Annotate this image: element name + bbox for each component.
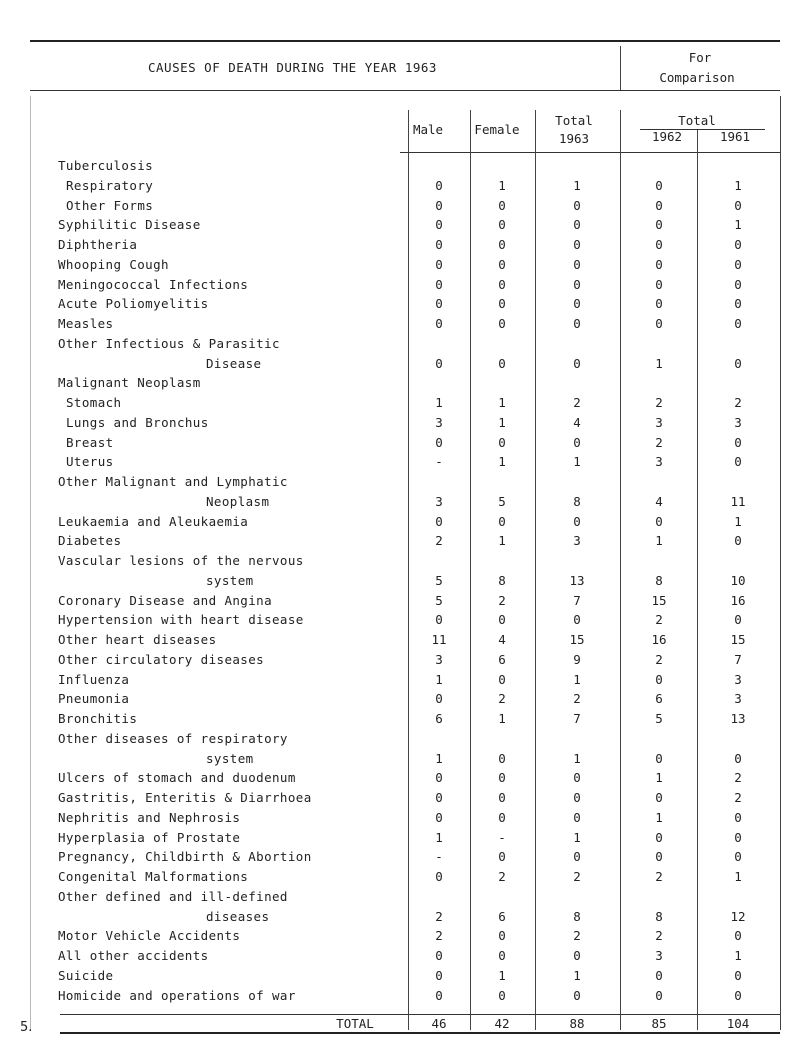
row-value: 0 [498, 316, 506, 331]
row-value: 0 [498, 809, 506, 825]
row-value: 2 [655, 395, 663, 410]
row-value: 2 [573, 395, 581, 410]
row-value: 1 [734, 217, 742, 233]
row-label: Congenital Malformations [58, 869, 249, 884]
row-value: 0 [498, 217, 506, 233]
row-value: 0 [435, 177, 443, 193]
row-label: Breast [66, 434, 114, 450]
row-value: 4 [573, 414, 581, 430]
row-value: 0 [498, 237, 506, 252]
col-rule-5 [697, 130, 698, 1030]
row-value: 1 [573, 750, 581, 766]
row-value: 1 [435, 829, 443, 845]
row-value: 0 [734, 612, 742, 628]
row-value: 0 [734, 197, 742, 213]
row-value: 16 [651, 632, 667, 647]
row-value: 0 [573, 355, 581, 371]
row-value: 0 [435, 513, 443, 529]
row-value: 2 [435, 533, 443, 549]
row-value: 0 [435, 197, 443, 213]
row-value: 1 [573, 829, 581, 845]
row-value: 0 [734, 355, 742, 371]
row-label: Other Malignant and Lymphatic [58, 474, 288, 489]
row-value: 0 [498, 296, 506, 312]
left-margin-rule [30, 96, 31, 1030]
row-value: 2 [573, 691, 581, 707]
row-value: 0 [655, 256, 663, 272]
row-value: 1 [498, 533, 506, 549]
row-value: 1 [734, 177, 742, 193]
row-value: 12 [730, 908, 746, 924]
row-label: Suicide [58, 967, 114, 983]
row-label: Homicide and operations of war [58, 987, 296, 1003]
row-value: 2 [498, 691, 506, 707]
row-value: 0 [734, 256, 742, 272]
row-value: 1 [498, 414, 506, 430]
row-value: 0 [655, 217, 663, 233]
row-value: 0 [435, 987, 443, 1003]
row-label: Other defined and ill-defined [58, 888, 288, 904]
row-label: Diabetes [58, 533, 122, 549]
row-value: - [498, 829, 506, 845]
row-value: 0 [498, 276, 506, 292]
row-value: 0 [734, 750, 742, 766]
row-value: 15 [569, 632, 585, 647]
row-value: 0 [498, 197, 506, 213]
row-label: Pneumonia [58, 691, 130, 707]
row-value: 2 [734, 395, 742, 410]
row-label: Leukaemia and Aleukaemia [58, 513, 249, 529]
row-label: Tuberculosis [58, 158, 154, 173]
row-value: 0 [655, 513, 663, 529]
row-value: 3 [655, 414, 663, 430]
col-rule-6 [780, 96, 781, 1030]
row-value: 0 [498, 434, 506, 450]
row-value: 0 [573, 197, 581, 213]
row-value: 0 [573, 276, 581, 292]
comparison-label-line1: For [688, 50, 712, 65]
row-value: 11 [730, 493, 746, 509]
row-value: 0 [435, 790, 443, 805]
row-value: 0 [435, 256, 443, 272]
row-label: Meningococcal Infections [58, 276, 249, 292]
row-value: 1 [498, 711, 506, 726]
row-label: Uterus [66, 454, 114, 470]
row-label: Acute Poliomyelitis [58, 296, 209, 312]
row-value: 0 [734, 296, 742, 312]
row-value: 0 [734, 316, 742, 331]
row-value: 0 [655, 671, 663, 687]
row-value: 0 [435, 869, 443, 884]
row-value: 3 [435, 651, 443, 667]
row-value: 2 [655, 612, 663, 628]
row-label: Coronary Disease and Angina [58, 592, 272, 608]
row-value: 0 [734, 276, 742, 292]
row-value: 0 [655, 750, 663, 766]
row-value: 16 [730, 592, 746, 608]
comparison-divider [620, 46, 621, 90]
row-value: 0 [435, 355, 443, 371]
row-value: 1 [734, 948, 742, 963]
row-value: 0 [734, 967, 742, 983]
row-value: 3 [734, 414, 742, 430]
row-value: 0 [435, 217, 443, 233]
row-value: 1 [655, 809, 663, 825]
row-value: 1 [573, 967, 581, 983]
row-value: 0 [498, 790, 506, 805]
row-value: 13 [730, 711, 746, 726]
row-value: - [435, 454, 443, 470]
row-value: 3 [435, 414, 443, 430]
row-value: 7 [573, 592, 581, 608]
col-female-header: Female [474, 122, 520, 137]
row-value: 2 [435, 908, 443, 924]
header-rule [400, 152, 780, 153]
row-value: 0 [435, 967, 443, 983]
row-value: 1 [498, 177, 506, 193]
row-value: 0 [498, 948, 506, 963]
row-label: Syphilitic Disease [58, 217, 201, 233]
row-value: 13 [569, 572, 585, 588]
total-value: 104 [726, 1016, 750, 1031]
row-value: 0 [655, 237, 663, 252]
row-label: Other heart diseases [58, 632, 217, 647]
row-value: 0 [498, 987, 506, 1003]
row-label: Stomach [66, 395, 122, 410]
row-label: Nephritis and Nephrosis [58, 809, 241, 825]
row-value: 1 [573, 177, 581, 193]
row-value: 2 [435, 928, 443, 944]
row-label: All other accidents [58, 948, 209, 963]
row-value: 0 [655, 197, 663, 213]
comparison-label-line2: Comparison [659, 70, 735, 85]
row-value: 0 [573, 809, 581, 825]
row-value: 0 [734, 237, 742, 252]
row-value: 4 [655, 493, 663, 509]
row-value: 3 [655, 454, 663, 470]
row-value: 0 [435, 434, 443, 450]
row-value: 0 [435, 809, 443, 825]
row-value: 0 [655, 276, 663, 292]
row-value: 0 [435, 296, 443, 312]
row-value: 0 [655, 316, 663, 331]
row-label: Whooping Cough [58, 256, 169, 272]
row-label: Other Infectious & Parasitic [58, 335, 280, 351]
row-label: Diphtheria [58, 237, 138, 252]
row-value: 0 [573, 296, 581, 312]
row-value: 15 [730, 632, 746, 647]
row-value: 0 [435, 770, 443, 786]
row-value: 8 [498, 572, 506, 588]
total-value: 42 [494, 1016, 510, 1031]
row-label: system [206, 572, 254, 588]
row-value: 4 [498, 632, 506, 647]
row-value: 0 [573, 948, 581, 963]
row-value: 0 [734, 434, 742, 450]
row-value: 0 [734, 533, 742, 549]
row-value: 0 [498, 849, 506, 865]
col-rule-1 [408, 110, 409, 1030]
row-value: 0 [734, 928, 742, 944]
row-value: 1 [498, 967, 506, 983]
row-label: Disease [206, 355, 262, 371]
row-value: 2 [734, 770, 742, 786]
row-value: 8 [573, 908, 581, 924]
col-rule-3 [535, 110, 536, 1030]
row-value: 6 [498, 651, 506, 667]
row-value: 5 [435, 572, 443, 588]
title-rule [30, 90, 780, 91]
row-value: 0 [573, 770, 581, 786]
row-value: 10 [730, 572, 746, 588]
col-male-header: Male [412, 122, 444, 137]
row-value: 0 [435, 612, 443, 628]
row-value: 3 [734, 671, 742, 687]
row-value: 2 [655, 869, 663, 884]
col-1962-header: 1962 [651, 129, 683, 144]
row-value: 0 [435, 276, 443, 292]
col-rule-2 [470, 110, 471, 1030]
row-value: 0 [498, 770, 506, 786]
row-value: 0 [734, 809, 742, 825]
col-1961-header: 1961 [719, 129, 751, 144]
row-value: 0 [655, 829, 663, 845]
row-value: 0 [498, 671, 506, 687]
row-label: Influenza [58, 671, 130, 687]
total-value: 85 [651, 1016, 667, 1031]
row-value: 0 [498, 256, 506, 272]
row-value: 7 [573, 711, 581, 726]
col-total-header: Total [678, 113, 716, 128]
row-value: 0 [655, 987, 663, 1003]
row-value: 0 [573, 849, 581, 865]
row-value: 0 [573, 987, 581, 1003]
row-value: 0 [435, 316, 443, 331]
row-label: Hyperplasia of Prostate [58, 829, 241, 845]
row-label: Neoplasm [206, 493, 270, 509]
row-value: 2 [498, 869, 506, 884]
row-label: Vascular lesions of the nervous [58, 553, 304, 568]
row-value: 1 [498, 454, 506, 470]
row-value: 0 [498, 355, 506, 371]
row-value: 0 [435, 948, 443, 963]
row-value: 0 [498, 612, 506, 628]
row-label: Measles [58, 316, 114, 331]
row-label: Other diseases of respiratory [58, 730, 288, 746]
row-label: Respiratory [66, 177, 154, 193]
row-label: Motor Vehicle Accidents [58, 928, 241, 944]
row-value: 2 [655, 434, 663, 450]
row-value: 3 [734, 691, 742, 707]
top-rule [30, 40, 780, 42]
row-value: 2 [655, 651, 663, 667]
row-label: Gastritis, Enteritis & Diarrhoea [58, 790, 312, 805]
row-label: Pregnancy, Childbirth & Abortion [58, 849, 312, 865]
row-value: 0 [435, 691, 443, 707]
page-number: 5. [20, 1020, 33, 1035]
row-value: 0 [498, 513, 506, 529]
row-value: 2 [498, 592, 506, 608]
page-title: CAUSES OF DEATH DURING THE YEAR 1963 [148, 60, 437, 75]
row-value: 0 [435, 237, 443, 252]
row-value: 1 [573, 454, 581, 470]
row-value: 0 [734, 849, 742, 865]
row-value: 6 [498, 908, 506, 924]
row-value: 6 [435, 711, 443, 726]
row-value: 0 [734, 829, 742, 845]
row-value: 0 [655, 967, 663, 983]
row-value: 0 [734, 454, 742, 470]
row-value: 1 [573, 671, 581, 687]
row-label: Hypertension with heart disease [58, 612, 304, 628]
row-value: 0 [655, 790, 663, 805]
row-value: 1 [655, 355, 663, 371]
row-value: 5 [655, 711, 663, 726]
row-value: 5 [498, 493, 506, 509]
row-label: system [206, 750, 254, 766]
row-value: 0 [655, 296, 663, 312]
row-value: 8 [655, 572, 663, 588]
row-value: 2 [655, 928, 663, 944]
row-value: 0 [498, 928, 506, 944]
row-value: 8 [655, 908, 663, 924]
row-value: 0 [573, 790, 581, 805]
row-label: Other Forms [66, 197, 154, 213]
row-value: 9 [573, 651, 581, 667]
col-rule-4 [620, 110, 621, 1030]
total-value: 88 [569, 1016, 585, 1031]
row-value: 1 [655, 770, 663, 786]
row-value: 0 [655, 849, 663, 865]
row-value: 0 [734, 987, 742, 1003]
row-value: 7 [734, 651, 742, 667]
row-label: Ulcers of stomach and duodenum [58, 770, 296, 786]
row-value: 0 [573, 612, 581, 628]
row-value: 0 [655, 177, 663, 193]
row-value: 1 [498, 395, 506, 410]
row-value: 0 [573, 237, 581, 252]
row-label: Other circulatory diseases [58, 651, 265, 667]
row-value: 3 [573, 533, 581, 549]
row-value: 0 [573, 256, 581, 272]
row-value: 2 [573, 869, 581, 884]
row-value: 15 [651, 592, 667, 608]
row-value: 6 [655, 691, 663, 707]
row-value: 3 [435, 493, 443, 509]
row-label: Malignant Neoplasm [58, 375, 201, 391]
row-value: 8 [573, 493, 581, 509]
row-value: 0 [573, 217, 581, 233]
col-total1963-header-a: Total [555, 113, 593, 128]
row-label: diseases [206, 908, 270, 924]
row-value: 1 [734, 513, 742, 529]
total-label: TOTAL [336, 1016, 374, 1031]
row-value: 1 [435, 750, 443, 766]
row-value: 11 [431, 632, 447, 647]
total-top-rule [60, 1014, 780, 1015]
row-value: 3 [655, 948, 663, 963]
row-value: 1 [655, 533, 663, 549]
row-value: 0 [573, 316, 581, 331]
col-total1963-header-b: 1963 [558, 131, 590, 146]
row-value: 2 [573, 928, 581, 944]
row-value: 1 [435, 395, 443, 410]
row-value: 0 [573, 434, 581, 450]
row-label: Lungs and Bronchus [66, 414, 209, 430]
row-value: 1 [734, 869, 742, 884]
row-value: 1 [435, 671, 443, 687]
total-bottom-rule [60, 1032, 780, 1034]
row-value: - [435, 849, 443, 865]
row-value: 2 [734, 790, 742, 805]
row-label: Bronchitis [58, 711, 138, 726]
row-value: 0 [573, 513, 581, 529]
total-value: 46 [431, 1016, 447, 1031]
row-value: 0 [498, 750, 506, 766]
row-value: 5 [435, 592, 443, 608]
